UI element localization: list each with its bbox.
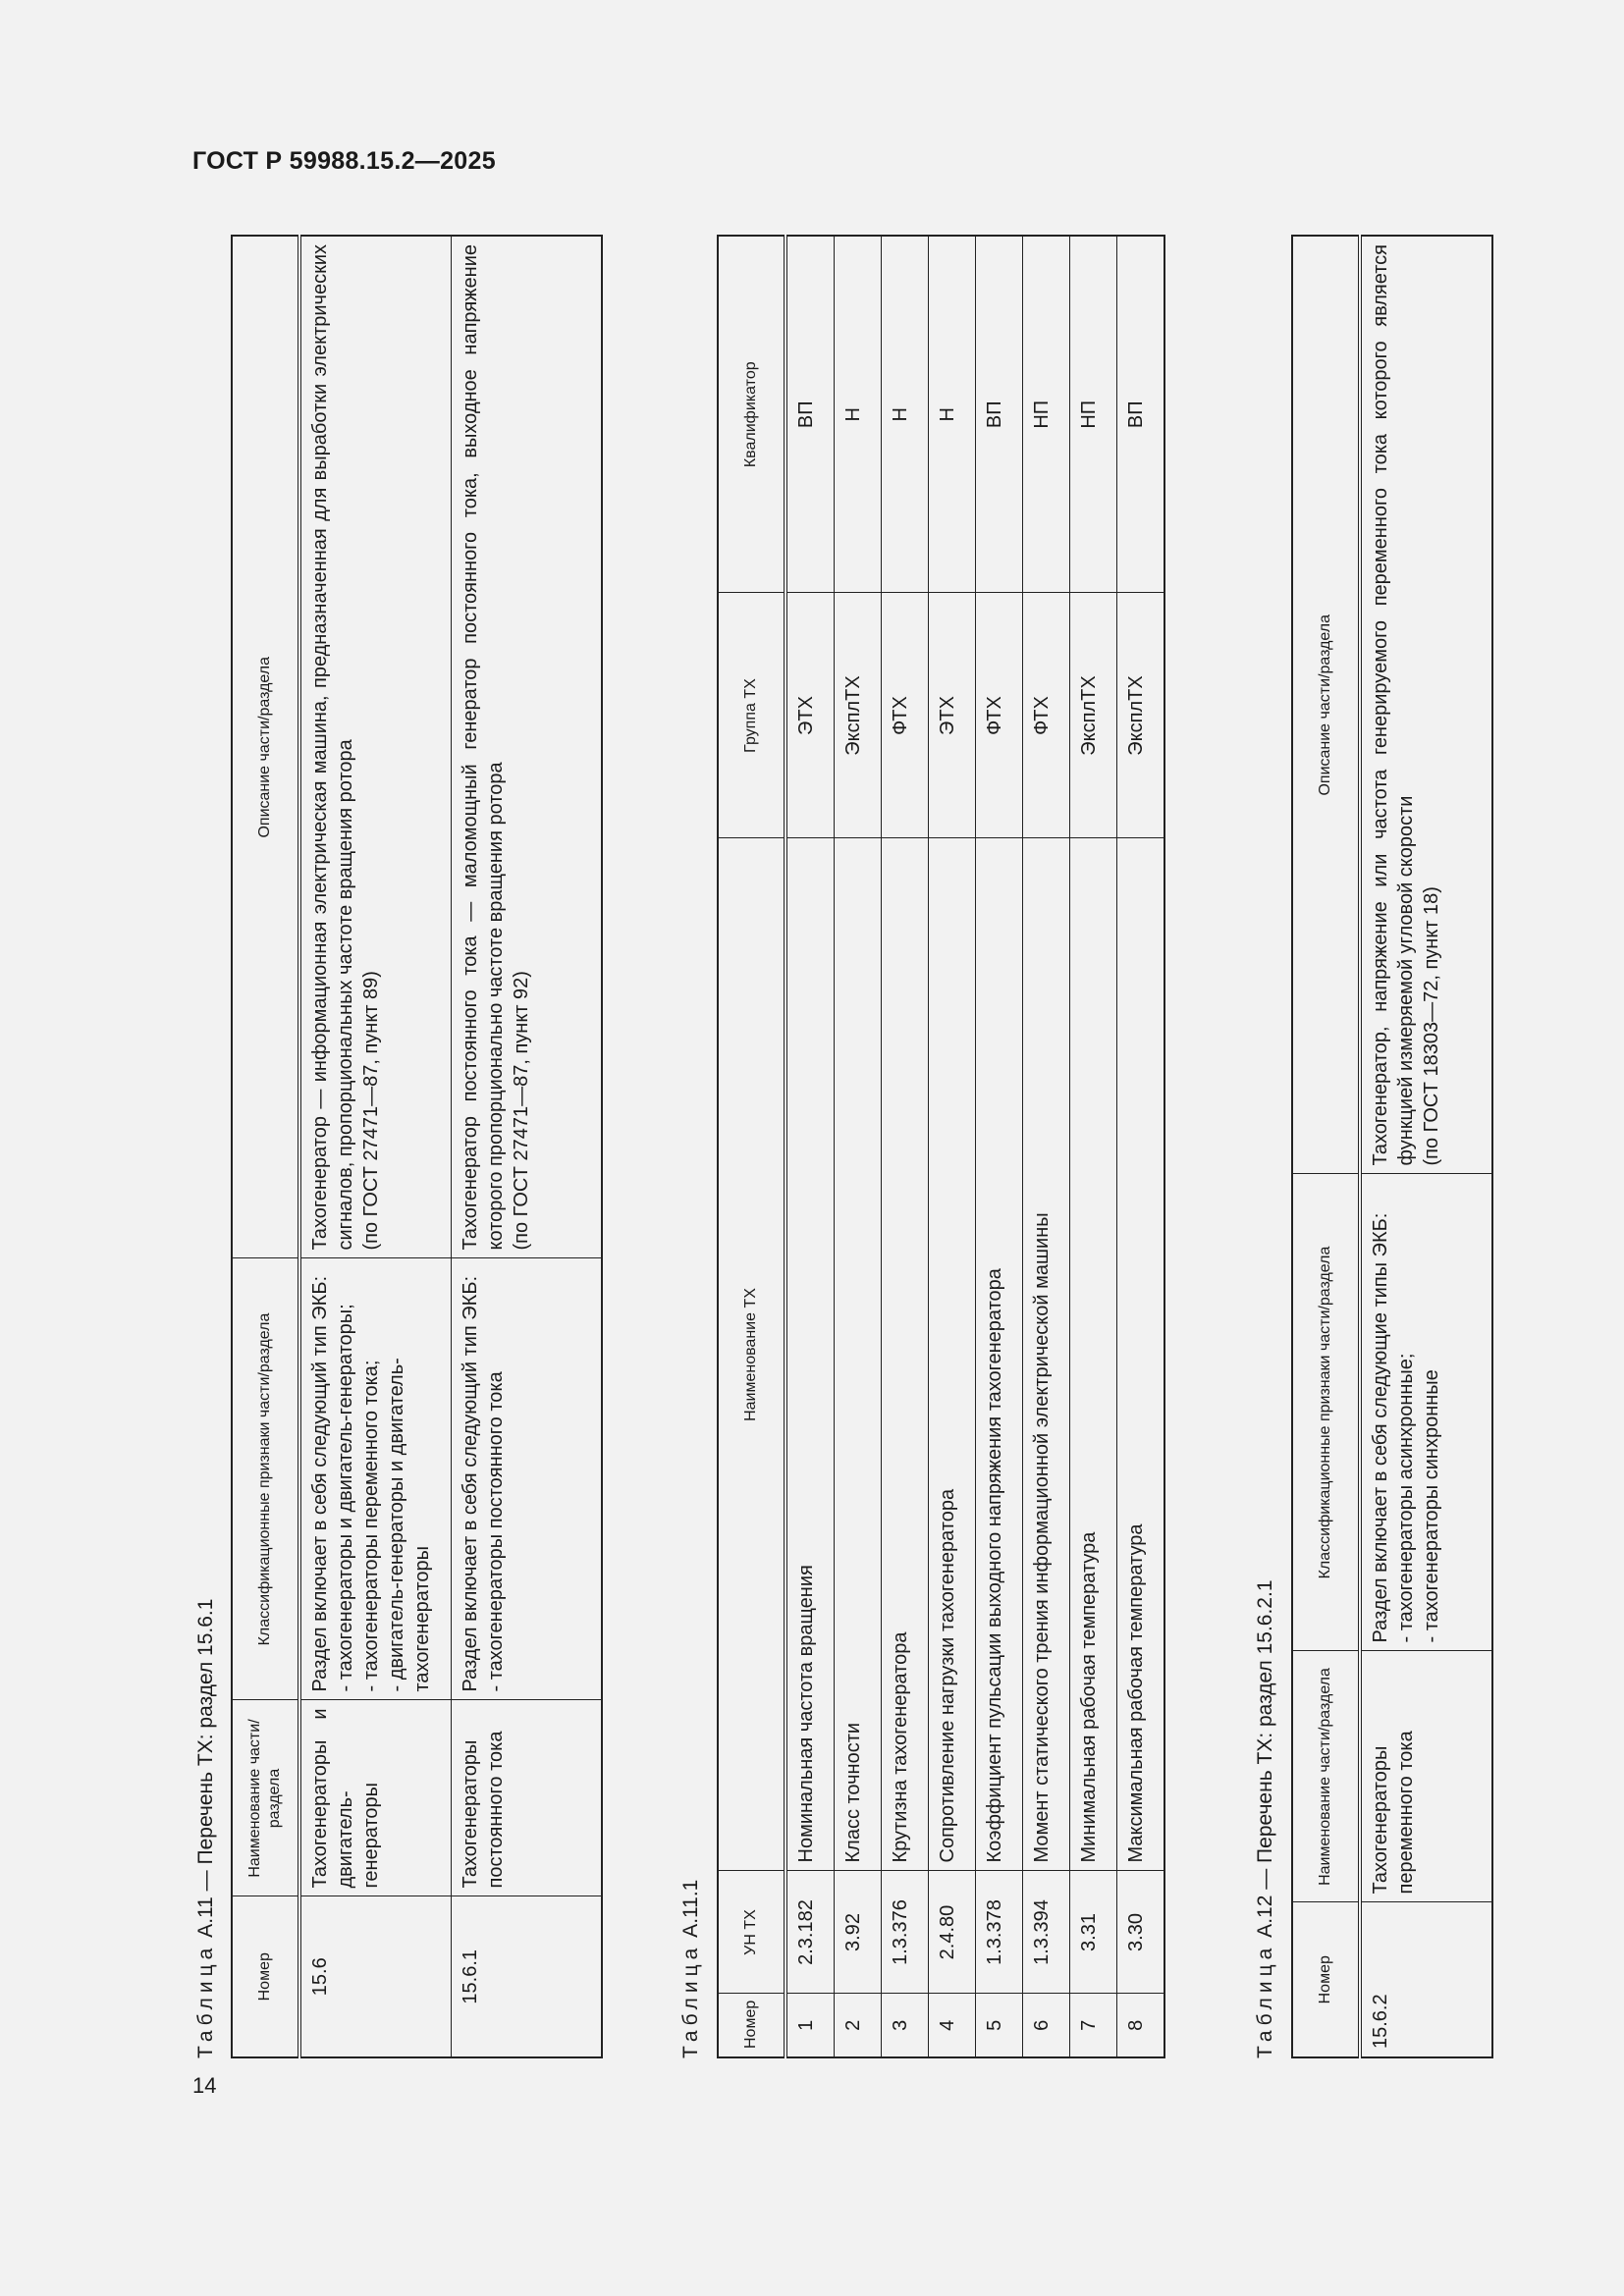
table-row [1070, 236, 1117, 2057]
table-a11 [231, 235, 603, 2058]
cell-number: 7 [1070, 1994, 1117, 2057]
cell-code: 3.92 [835, 1871, 882, 1994]
cell-code: 3.30 [1117, 1871, 1165, 1994]
cell-group: ЭксплТХ [1070, 593, 1117, 838]
table-a11-caption-prefix: Таблица [194, 1943, 217, 2058]
column-header: УН ТХ [718, 1871, 785, 1994]
row-description [299, 236, 452, 1258]
column-header: Классификационные признаки части/раздела [1292, 1174, 1360, 1651]
table-row [1360, 236, 1492, 2057]
feature-line: Раздел включает в себя следующие типы ЭКБ: [1370, 1212, 1391, 1643]
feature-line: - тахогенераторы постоянного тока [485, 1371, 507, 1692]
table-row [452, 236, 603, 2057]
cell-name: Момент статического трения информационной электрической машины [1023, 838, 1070, 1871]
document-title: ГОСТ Р 59988.15.2—2025 [192, 147, 496, 175]
row-name: Тахогенераторы постоянного тока [452, 1700, 603, 1896]
cell-name: Сопротивление нагрузки тахогенератора [929, 838, 976, 1871]
feature-line: - тахогенераторы и двигатель-генераторы; [335, 1304, 356, 1692]
cell-code: 2.3.182 [785, 1871, 835, 1994]
column-header: Описание части/раздела [232, 236, 299, 1258]
feature-line: Раздел включает в себя следующий тип ЭКБ: [309, 1276, 331, 1692]
table-a111-caption-text: А.11.1 [679, 1879, 702, 1938]
cell-name: Номинальная частота вращения [785, 838, 835, 1871]
cell-qualifier: НП [1023, 236, 1070, 593]
table-a11-caption [194, 1599, 218, 2058]
cell-group: ЭксплТХ [835, 593, 882, 838]
description-text: Тахогенератор, напряжение или частота генерируемого переменного тока которого является функцией измеряемой угловой скорости [1370, 244, 1417, 1166]
column-header: Номер [1292, 1902, 1360, 2057]
table-a12-caption-prefix: Таблица [1254, 1943, 1276, 2058]
column-header: Номер [718, 1994, 785, 2057]
table-row [976, 236, 1023, 2057]
row-name: Тахогенераторы переменного тока [1360, 1651, 1492, 1902]
table-a111 [717, 235, 1165, 2058]
cell-qualifier: Н [929, 236, 976, 593]
cell-qualifier: ВП [976, 236, 1023, 593]
cell-code: 1.3.376 [882, 1871, 929, 1994]
cell-number: 5 [976, 1994, 1023, 2057]
cell-code: 1.3.378 [976, 1871, 1023, 1994]
cell-number: 6 [1023, 1994, 1070, 2057]
row-number: 15.6.1 [452, 1896, 603, 2057]
description-text: Тахогенератор — информационная электрическая машина, предназначенная для выработки электрических сигналов, пропорциональных частоте вращения ротора [309, 244, 356, 1251]
feature-line: Раздел включает в себя следующий тип ЭКБ: [460, 1276, 481, 1692]
cell-group: ЭТХ [785, 593, 835, 838]
cell-group: ЭТХ [929, 593, 976, 838]
row-features [299, 1258, 452, 1700]
cell-number: 1 [785, 1994, 835, 2057]
column-header: Наименование части/раздела [1292, 1651, 1360, 1902]
cell-name: Класс точности [835, 838, 882, 1871]
cell-number: 2 [835, 1994, 882, 2057]
column-header: Номер [232, 1896, 299, 2057]
description-reference: (по ГОСТ 18303—72, пункт 18) [1421, 886, 1442, 1166]
table-row [882, 236, 929, 2057]
cell-qualifier: НП [1070, 236, 1117, 593]
row-description [1360, 236, 1492, 1174]
cell-number: 3 [882, 1994, 929, 2057]
cell-name: Минимальная рабочая температура [1070, 838, 1117, 1871]
table-row [929, 236, 976, 2057]
description-text: Тахогенератор постоянного тока — маломощный генератор постоянного тока, выходное напряжение которого пропорционально частоте вращения ротора [460, 244, 507, 1251]
cell-number: 8 [1117, 1994, 1165, 2057]
table-row [299, 236, 452, 2057]
description-reference: (по ГОСТ 27471—87, пункт 89) [360, 971, 382, 1251]
cell-qualifier: ВП [785, 236, 835, 593]
row-description [452, 236, 603, 1258]
table-a111-caption-prefix: Таблица [679, 1943, 702, 2058]
column-header: Группа ТХ [718, 593, 785, 838]
column-header: Наименование части/раздела [232, 1700, 299, 1896]
cell-number: 4 [929, 1994, 976, 2057]
table-row [1023, 236, 1070, 2057]
feature-line: - тахогенераторы асинхронные; [1395, 1353, 1417, 1643]
column-header: Квалификатор [718, 236, 785, 593]
row-features [1360, 1174, 1492, 1651]
feature-line: - тахогенераторы синхронные [1421, 1369, 1442, 1643]
table-a111-caption [679, 1880, 703, 2058]
cell-qualifier: Н [835, 236, 882, 593]
cell-name: Максимальная рабочая температура [1117, 838, 1165, 1871]
feature-line: - двигатель-генераторы и двигатель-тахогенераторы [386, 1358, 433, 1692]
cell-code: 2.4.80 [929, 1871, 976, 1994]
table-a12 [1291, 235, 1493, 2058]
column-header: Классификационные признаки части/раздела [232, 1258, 299, 1700]
cell-qualifier: Н [882, 236, 929, 593]
table-a12-caption-text: А.12 — Перечень ТХ: раздел 15.6.2.1 [1254, 1579, 1276, 1938]
cell-group: ФТХ [976, 593, 1023, 838]
cell-group: ФТХ [1023, 593, 1070, 838]
page-number: 14 [192, 2073, 217, 2098]
cell-qualifier: ВП [1117, 236, 1165, 593]
table-a11-caption-text: А.11 — Перечень ТХ: раздел 15.6.1 [194, 1598, 217, 1938]
column-header: Описание части/раздела [1292, 236, 1360, 1174]
cell-code: 1.3.394 [1023, 1871, 1070, 1994]
row-number: 15.6.2 [1360, 1902, 1492, 2057]
row-name: Тахогенераторы и двигатель-генераторы [299, 1700, 452, 1896]
table-row [1117, 236, 1165, 2057]
cell-code: 3.31 [1070, 1871, 1117, 1994]
cell-group: ЭксплТХ [1117, 593, 1165, 838]
table-row [785, 236, 835, 2057]
feature-line: - тахогенераторы переменного тока; [360, 1360, 382, 1692]
description-reference: (по ГОСТ 27471—87, пункт 92) [511, 971, 532, 1251]
cell-group: ФТХ [882, 593, 929, 838]
column-header: Наименование ТХ [718, 838, 785, 1871]
row-features [452, 1258, 603, 1700]
table-a12-caption [1254, 1580, 1277, 2059]
row-number: 15.6 [299, 1896, 452, 2057]
cell-name: Крутизна тахогенератора [882, 838, 929, 1871]
table-row [835, 236, 882, 2057]
cell-name: Коэффициент пульсации выходного напряжения тахогенератора [976, 838, 1023, 1871]
